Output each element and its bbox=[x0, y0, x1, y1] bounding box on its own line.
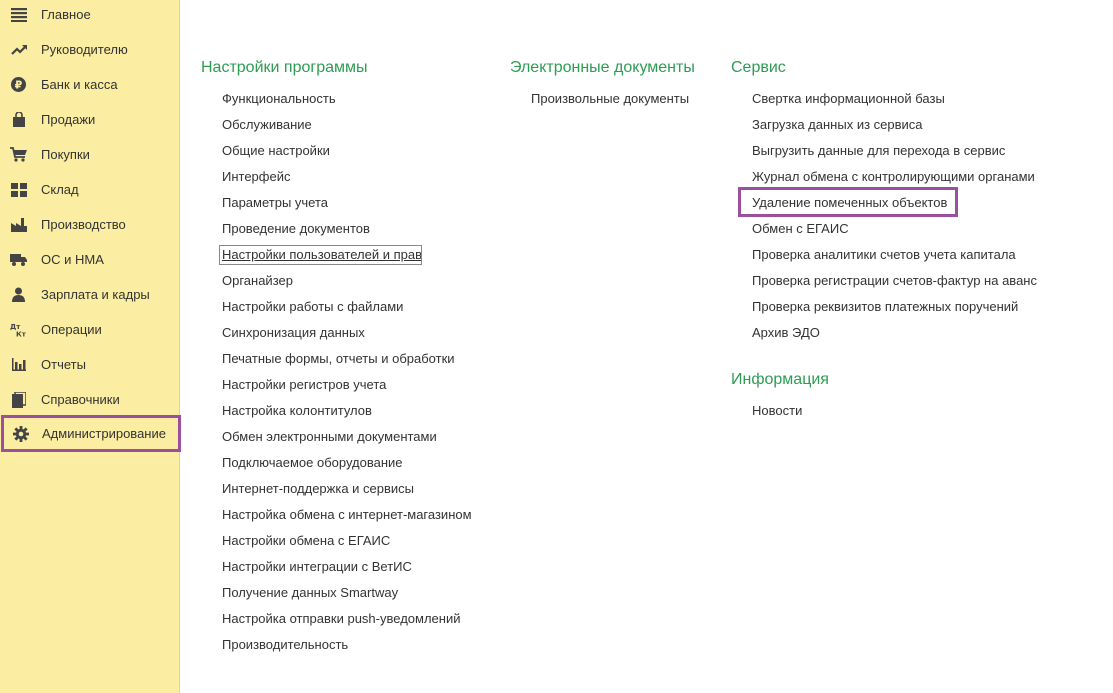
link-general-settings[interactable]: Общие настройки bbox=[222, 143, 330, 158]
link-news[interactable]: Новости bbox=[752, 403, 803, 418]
sidebar-item-label: Покупки bbox=[41, 147, 90, 162]
sidebar-item-label: Операции bbox=[41, 322, 102, 337]
sidebar-item-sales[interactable] bbox=[0, 102, 179, 137]
link-internet-support[interactable]: Интернет-поддержка и сервисы bbox=[222, 481, 415, 496]
link-document-posting[interactable]: Проведение документов bbox=[222, 221, 370, 236]
sidebar-item-label: Администрирование bbox=[42, 426, 166, 441]
svg-text:Дт: Дт bbox=[10, 323, 21, 331]
books-icon bbox=[10, 391, 27, 408]
ruble-coin-icon bbox=[10, 76, 27, 93]
sidebar-item-label: Отчеты bbox=[41, 357, 86, 372]
sidebar-item-purchases[interactable] bbox=[0, 137, 179, 172]
svg-text:₽: ₽ bbox=[14, 78, 23, 92]
sidebar-item-label: Главное bbox=[41, 7, 91, 22]
link-load-from-service[interactable]: Загрузка данных из сервиса bbox=[752, 117, 923, 132]
gear-icon bbox=[12, 425, 29, 442]
link-data-sync[interactable]: Синхронизация данных bbox=[222, 325, 365, 340]
link-organizer[interactable]: Органайзер bbox=[222, 273, 293, 288]
sidebar-item-assets[interactable] bbox=[0, 242, 179, 277]
link-maintenance[interactable]: Обслуживание bbox=[222, 117, 312, 132]
sidebar-item-bank[interactable] bbox=[0, 67, 179, 102]
sidebar-item-administration[interactable] bbox=[1, 415, 181, 452]
link-edo-archive[interactable]: Архив ЭДО bbox=[752, 325, 820, 340]
link-print-forms[interactable]: Печатные формы, отчеты и обработки bbox=[222, 351, 455, 366]
link-export-to-service[interactable]: Выгрузить данные для перехода в сервис bbox=[752, 143, 1006, 158]
bar-chart-icon bbox=[10, 356, 27, 373]
sidebar-item-label: Склад bbox=[41, 182, 79, 197]
sidebar-item-label: Руководителю bbox=[41, 42, 128, 57]
dt-kt-icon bbox=[10, 321, 27, 338]
sidebar bbox=[0, 0, 180, 693]
shopping-bag-icon bbox=[10, 111, 27, 128]
focus-frame bbox=[219, 245, 422, 265]
sidebar-item-warehouse[interactable] bbox=[0, 172, 179, 207]
sidebar-item-label: Зарплата и кадры bbox=[41, 287, 150, 302]
link-db-collapse[interactable]: Свертка информационной базы bbox=[752, 91, 945, 106]
person-icon bbox=[10, 286, 27, 303]
sidebar-item-reports[interactable] bbox=[0, 347, 179, 382]
link-functionality[interactable]: Функциональность bbox=[222, 91, 336, 106]
link-regulators-log[interactable]: Журнал обмена с контролирующими органами bbox=[752, 169, 1035, 184]
menu-lines-icon bbox=[10, 6, 27, 23]
link-arbitrary-documents[interactable]: Произвольные документы bbox=[531, 91, 690, 106]
link-registers-settings[interactable]: Настройки регистров учета bbox=[222, 377, 387, 392]
group-title-edocs: Электронные документы bbox=[510, 59, 695, 76]
truck-icon bbox=[10, 251, 27, 268]
sidebar-item-operations[interactable] bbox=[0, 312, 179, 347]
link-payment-orders-check[interactable]: Проверка реквизитов платежных поручений bbox=[752, 299, 1019, 314]
link-users-rights[interactable]: Настройки пользователей и прав bbox=[222, 247, 423, 262]
group-title-service: Сервис bbox=[731, 59, 786, 76]
link-edoc-exchange[interactable]: Обмен электронными документами bbox=[222, 429, 437, 444]
link-egais-exchange[interactable]: Обмен с ЕГАИС bbox=[752, 221, 849, 236]
trend-up-icon bbox=[10, 41, 27, 58]
sidebar-item-label: Продажи bbox=[41, 112, 96, 127]
link-equipment[interactable]: Подключаемое оборудование bbox=[222, 455, 403, 470]
link-vetis-integration[interactable]: Настройки интеграции с ВетИС bbox=[222, 559, 412, 574]
link-accounting-params[interactable]: Параметры учета bbox=[222, 195, 329, 210]
group-title-settings: Настройки программы bbox=[201, 59, 368, 76]
link-eshop-exchange[interactable]: Настройка обмена с интернет-магазином bbox=[222, 507, 472, 522]
sidebar-item-references[interactable] bbox=[0, 382, 179, 417]
svg-text:Кт: Кт bbox=[16, 330, 26, 337]
group-title-info: Информация bbox=[731, 371, 829, 388]
sidebar-item-manager[interactable] bbox=[0, 32, 179, 67]
cart-icon bbox=[10, 146, 27, 163]
sidebar-item-main[interactable] bbox=[0, 0, 179, 32]
link-egais-exchange-settings[interactable]: Настройки обмена с ЕГАИС bbox=[222, 533, 391, 548]
warehouse-grid-icon bbox=[10, 181, 27, 198]
factory-icon bbox=[10, 216, 27, 233]
sidebar-item-label: Банк и касса bbox=[41, 77, 118, 92]
link-interface[interactable]: Интерфейс bbox=[222, 169, 291, 184]
link-capital-analytics-check[interactable]: Проверка аналитики счетов учета капитала bbox=[752, 247, 1016, 262]
sidebar-item-label: Производство bbox=[41, 217, 126, 232]
link-smartway-data[interactable]: Получение данных Smartway bbox=[222, 585, 399, 600]
link-headers-footers[interactable]: Настройка колонтитулов bbox=[222, 403, 372, 418]
link-push-notifications[interactable]: Настройка отправки push-уведомлений bbox=[222, 611, 461, 626]
sidebar-item-production[interactable] bbox=[0, 207, 179, 242]
sidebar-item-label: Справочники bbox=[41, 392, 120, 407]
link-advance-invoices-check[interactable]: Проверка регистрации счетов-фактур на аванс bbox=[752, 273, 1037, 288]
link-performance[interactable]: Производительность bbox=[222, 637, 349, 652]
sidebar-item-salary[interactable] bbox=[0, 277, 179, 312]
link-file-settings[interactable]: Настройки работы с файлами bbox=[222, 299, 404, 314]
sidebar-item-label: ОС и НМА bbox=[41, 252, 104, 267]
link-delete-marked-objects[interactable]: Удаление помеченных объектов bbox=[752, 195, 948, 210]
